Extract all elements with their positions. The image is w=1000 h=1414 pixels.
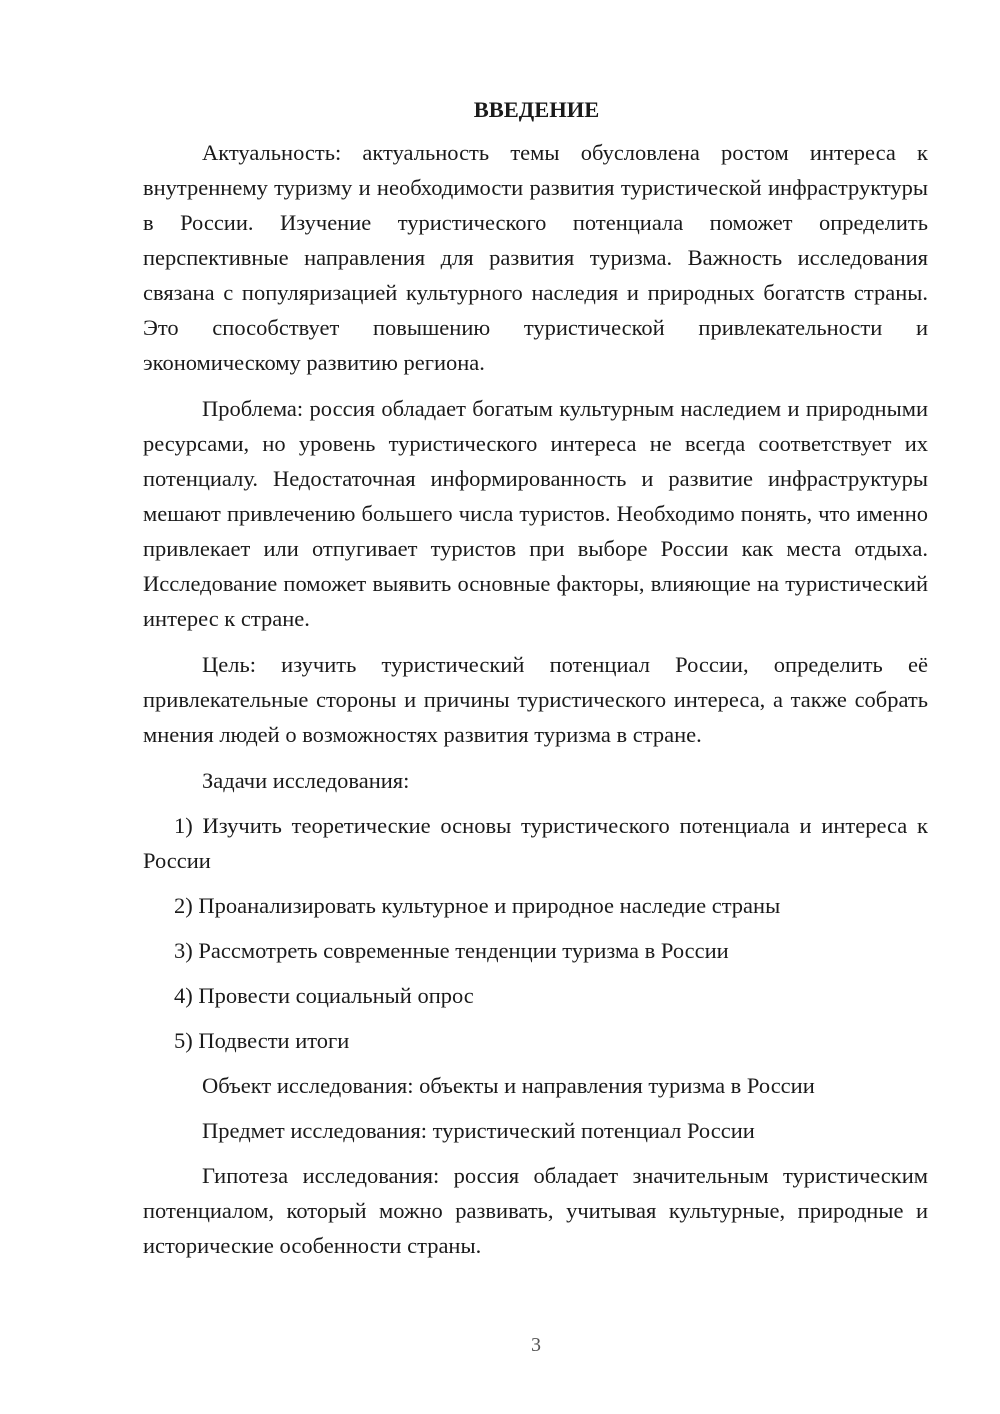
paragraph-goal: Цель: изучить туристический потенциал России, определить её привлекательные стороны и причины туристического интереса, а также собрать мнения людей о возможностях развития туризма в стране. <box>143 652 928 747</box>
task-item-3: 3) Рассмотреть современные тенденции туризма в России <box>174 938 729 963</box>
task-item-5: 5) Подвести итоги <box>174 1028 350 1053</box>
page-number: 3 <box>531 1334 541 1356</box>
paragraph-object: Объект исследования: объекты и направления туризма в России <box>202 1073 815 1098</box>
paragraph-relevance: Актуальность: актуальность темы обусловлена ростом интереса к внутреннему туризму и необходимости развития туристической инфраструктуры в России. Изучение туристического потенциала поможет определить перспективные направления для развития туризма. Важность исследования связана с популяризацией культурного наследия и природных богатств страны. Это способствует повышению туристической привлекательности и экономическому развитию региона. <box>143 140 928 375</box>
paragraph-hypothesis: Гипотеза исследования: россия обладает значительным туристическим потенциалом, который можно развивать, учитывая культурные, природные и исторические особенности страны. <box>143 1163 928 1258</box>
task-item-1: 1) Изучить теоретические основы туристического потенциала и интереса к России <box>143 813 928 873</box>
task-item-2: 2) Проанализировать культурное и природное наследие страны <box>174 893 781 918</box>
section-title: ВВЕДЕНИЕ <box>473 97 600 122</box>
tasks-heading: Задачи исследования: <box>202 768 410 793</box>
paragraph-subject: Предмет исследования: туристический потенциал России <box>202 1118 755 1143</box>
task-item-4: 4) Провести социальный опрос <box>174 983 474 1008</box>
paragraph-problem: Проблема: россия обладает богатым культурным наследием и природными ресурсами, но уровень туристического интереса не всегда соответствует их потенциалу. Недостаточная информированность и развитие инфраструктуры мешают привлечению большего числа туристов. Необходимо понять, что именно привлекает или отпугивает туристов при выборе России как места отдыха. Исследование поможет выявить основные факторы, влияющие на туристический интерес к стране. <box>143 396 928 631</box>
page-content <box>143 92 928 1274</box>
